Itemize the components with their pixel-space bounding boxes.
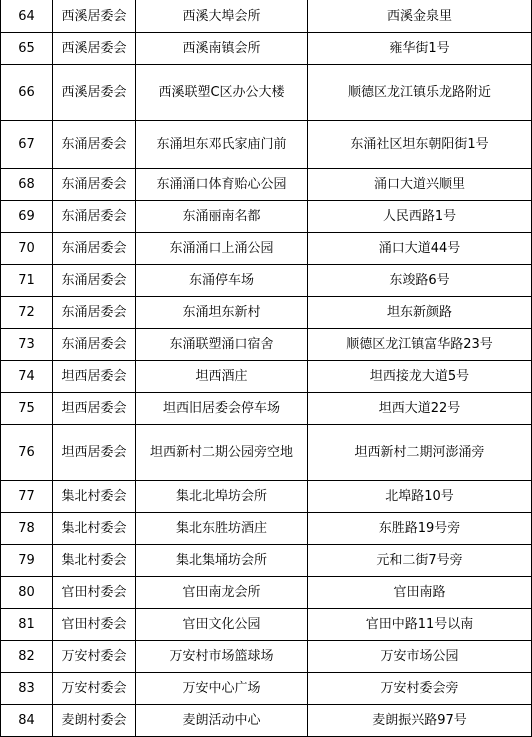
- committee-cell: 坦西居委会: [53, 361, 136, 393]
- site-cell: 集北东胜坊酒庄: [136, 513, 308, 545]
- row-number: 78: [1, 513, 53, 545]
- table-row: [1, 33, 532, 65]
- site-cell: 东涌联塑涌口宿舍: [136, 329, 308, 361]
- committee-cell: 集北村委会: [53, 513, 136, 545]
- committee-cell: 坦西居委会: [53, 393, 136, 425]
- row-number: 66: [1, 65, 53, 121]
- table-row: [1, 201, 532, 233]
- committee-cell: 官田村委会: [53, 577, 136, 609]
- site-cell: 集北集埇坊会所: [136, 545, 308, 577]
- table-row: [1, 297, 532, 329]
- site-cell: 东涌坦东邓氏家庙门前: [136, 121, 308, 169]
- committee-cell: 东涌居委会: [53, 297, 136, 329]
- row-number: 67: [1, 121, 53, 169]
- table-row: [1, 393, 532, 425]
- row-number: 64: [1, 0, 53, 33]
- table-row: [1, 641, 532, 673]
- site-cell: 东涌涌口体育贻心公园: [136, 169, 308, 201]
- address-cell: 顺德区龙江镇乐龙路附近: [308, 65, 532, 121]
- committee-cell: 麦朗村委会: [53, 705, 136, 737]
- committee-cell: 万安村委会: [53, 673, 136, 705]
- site-cell: 西溪南镇会所: [136, 33, 308, 65]
- site-cell: 坦西酒庄: [136, 361, 308, 393]
- table-body: [1, 0, 532, 737]
- address-cell: 北埠路10号: [308, 481, 532, 513]
- address-cell: 官田南路: [308, 577, 532, 609]
- site-cell: 坦西新村二期公园旁空地: [136, 425, 308, 481]
- committee-cell: 官田村委会: [53, 609, 136, 641]
- row-number: 82: [1, 641, 53, 673]
- row-number: 72: [1, 297, 53, 329]
- address-cell: 雍华街1号: [308, 33, 532, 65]
- address-cell: 坦西新村二期河澎涌旁: [308, 425, 532, 481]
- table-row: [1, 545, 532, 577]
- committee-cell: 集北村委会: [53, 481, 136, 513]
- row-number: 69: [1, 201, 53, 233]
- address-cell: 坦西接龙大道5号: [308, 361, 532, 393]
- site-cell: 麦朗活动中心: [136, 705, 308, 737]
- committee-cell: 万安村委会: [53, 641, 136, 673]
- row-number: 70: [1, 233, 53, 265]
- table-row: [1, 329, 532, 361]
- site-cell: 集北北埠坊会所: [136, 481, 308, 513]
- row-number: 76: [1, 425, 53, 481]
- committee-cell: 东涌居委会: [53, 233, 136, 265]
- address-cell: 涌口大道44号: [308, 233, 532, 265]
- site-cell: 万安中心广场: [136, 673, 308, 705]
- table-row: [1, 673, 532, 705]
- row-number: 84: [1, 705, 53, 737]
- committee-cell: 集北村委会: [53, 545, 136, 577]
- table-row: [1, 265, 532, 297]
- table-row: [1, 577, 532, 609]
- address-cell: 坦东新颜路: [308, 297, 532, 329]
- table-row: [1, 609, 532, 641]
- site-cell: 东涌停车场: [136, 265, 308, 297]
- row-number: 75: [1, 393, 53, 425]
- row-number: 65: [1, 33, 53, 65]
- site-cell: 官田南龙会所: [136, 577, 308, 609]
- table-row: [1, 361, 532, 393]
- committee-cell: 东涌居委会: [53, 201, 136, 233]
- site-cell: 官田文化公园: [136, 609, 308, 641]
- row-number: 80: [1, 577, 53, 609]
- row-number: 79: [1, 545, 53, 577]
- site-cell: 东涌丽南名都: [136, 201, 308, 233]
- committee-cell: 东涌居委会: [53, 329, 136, 361]
- committee-cell: 坦西居委会: [53, 425, 136, 481]
- address-cell: 万安村委会旁: [308, 673, 532, 705]
- row-number: 68: [1, 169, 53, 201]
- committee-cell: 东涌居委会: [53, 169, 136, 201]
- site-cell: 西溪联塑C区办公大楼: [136, 65, 308, 121]
- table-row: [1, 0, 532, 33]
- address-cell: 官田中路11号以南: [308, 609, 532, 641]
- address-cell: 东竣路6号: [308, 265, 532, 297]
- site-cell: 东涌涌口上涌公园: [136, 233, 308, 265]
- address-cell: 西溪金泉里: [308, 0, 532, 33]
- address-cell: 麦朗振兴路97号: [308, 705, 532, 737]
- address-cell: 元和二街7号旁: [308, 545, 532, 577]
- address-cell: 人民西路1号: [308, 201, 532, 233]
- committee-cell: 西溪居委会: [53, 33, 136, 65]
- row-number: 77: [1, 481, 53, 513]
- table-row: [1, 425, 532, 481]
- committee-cell: 西溪居委会: [53, 65, 136, 121]
- row-number: 74: [1, 361, 53, 393]
- table-row: [1, 65, 532, 121]
- table-row: [1, 121, 532, 169]
- committee-cell: 东涌居委会: [53, 265, 136, 297]
- address-cell: 万安市场公园: [308, 641, 532, 673]
- table-row: [1, 705, 532, 737]
- address-cell: 东涌社区坦东朝阳街1号: [308, 121, 532, 169]
- site-cell: 坦西旧居委会停车场: [136, 393, 308, 425]
- committee-cell: 西溪居委会: [53, 0, 136, 33]
- row-number: 71: [1, 265, 53, 297]
- table-row: [1, 481, 532, 513]
- address-cell: 坦西大道22号: [308, 393, 532, 425]
- row-number: 73: [1, 329, 53, 361]
- address-cell: 涌口大道兴顺里: [308, 169, 532, 201]
- row-number: 83: [1, 673, 53, 705]
- address-cell: 东胜路19号旁: [308, 513, 532, 545]
- row-number: 81: [1, 609, 53, 641]
- committee-cell: 东涌居委会: [53, 121, 136, 169]
- table-row: [1, 169, 532, 201]
- site-cell: 万安村市场篮球场: [136, 641, 308, 673]
- site-cell: 西溪大埠会所: [136, 0, 308, 33]
- address-cell: 顺德区龙江镇富华路23号: [308, 329, 532, 361]
- table-row: [1, 513, 532, 545]
- site-cell: 东涌坦东新村: [136, 297, 308, 329]
- table-row: [1, 233, 532, 265]
